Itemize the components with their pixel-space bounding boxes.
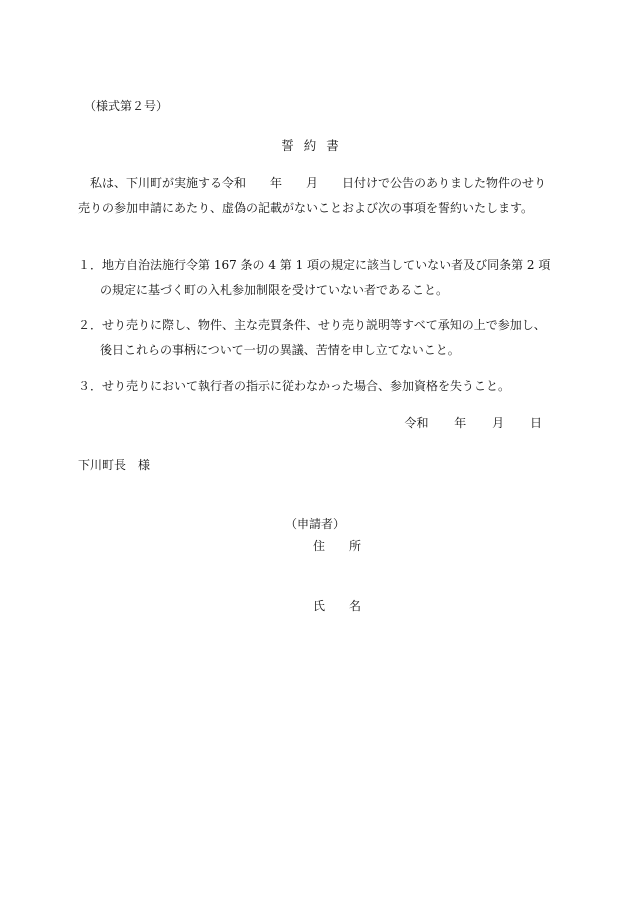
date-era: 令和 [404,416,429,430]
address-label: 住 所 [313,539,362,553]
form-number: （様式第２号） [84,99,169,113]
intro-paragraph: 私は、下川町が実施する令和 年 月 日付けで公告のありました物件のせり売りの参加申請にあたり、虚偽の記載がないことおよび次の事項を誓約いたします。 [78,176,547,215]
pledge-item-2: ２．せり売りに際し、物件、主な売買条件、せり売り説明等すべて承知の上で参加し、後日これらの事柄について一切の異議、苦情を申し立てないこと。 [78,318,546,357]
date-year: 年 [454,416,467,430]
name-label: 氏 名 [313,599,362,613]
document-title: 誓約書 [281,138,349,153]
applicant-label: （申請者） [285,517,346,531]
date-month: 月 [492,416,505,430]
addressee: 下川町長 様 [78,458,151,472]
date-day: 日 [529,416,542,430]
pledge-item-1: １．地方自治法施行令第 167 条の 4 第 1 項の規定に該当していない者及び同条第 2 項の規定に基づく町の入札参加制限を受けていない者であること。 [78,258,551,297]
pledge-item-3: ３．せり売りにおいて執行者の指示に従わなかった場合、参加資格を失うこと。 [78,379,511,393]
date-line [404,414,542,431]
